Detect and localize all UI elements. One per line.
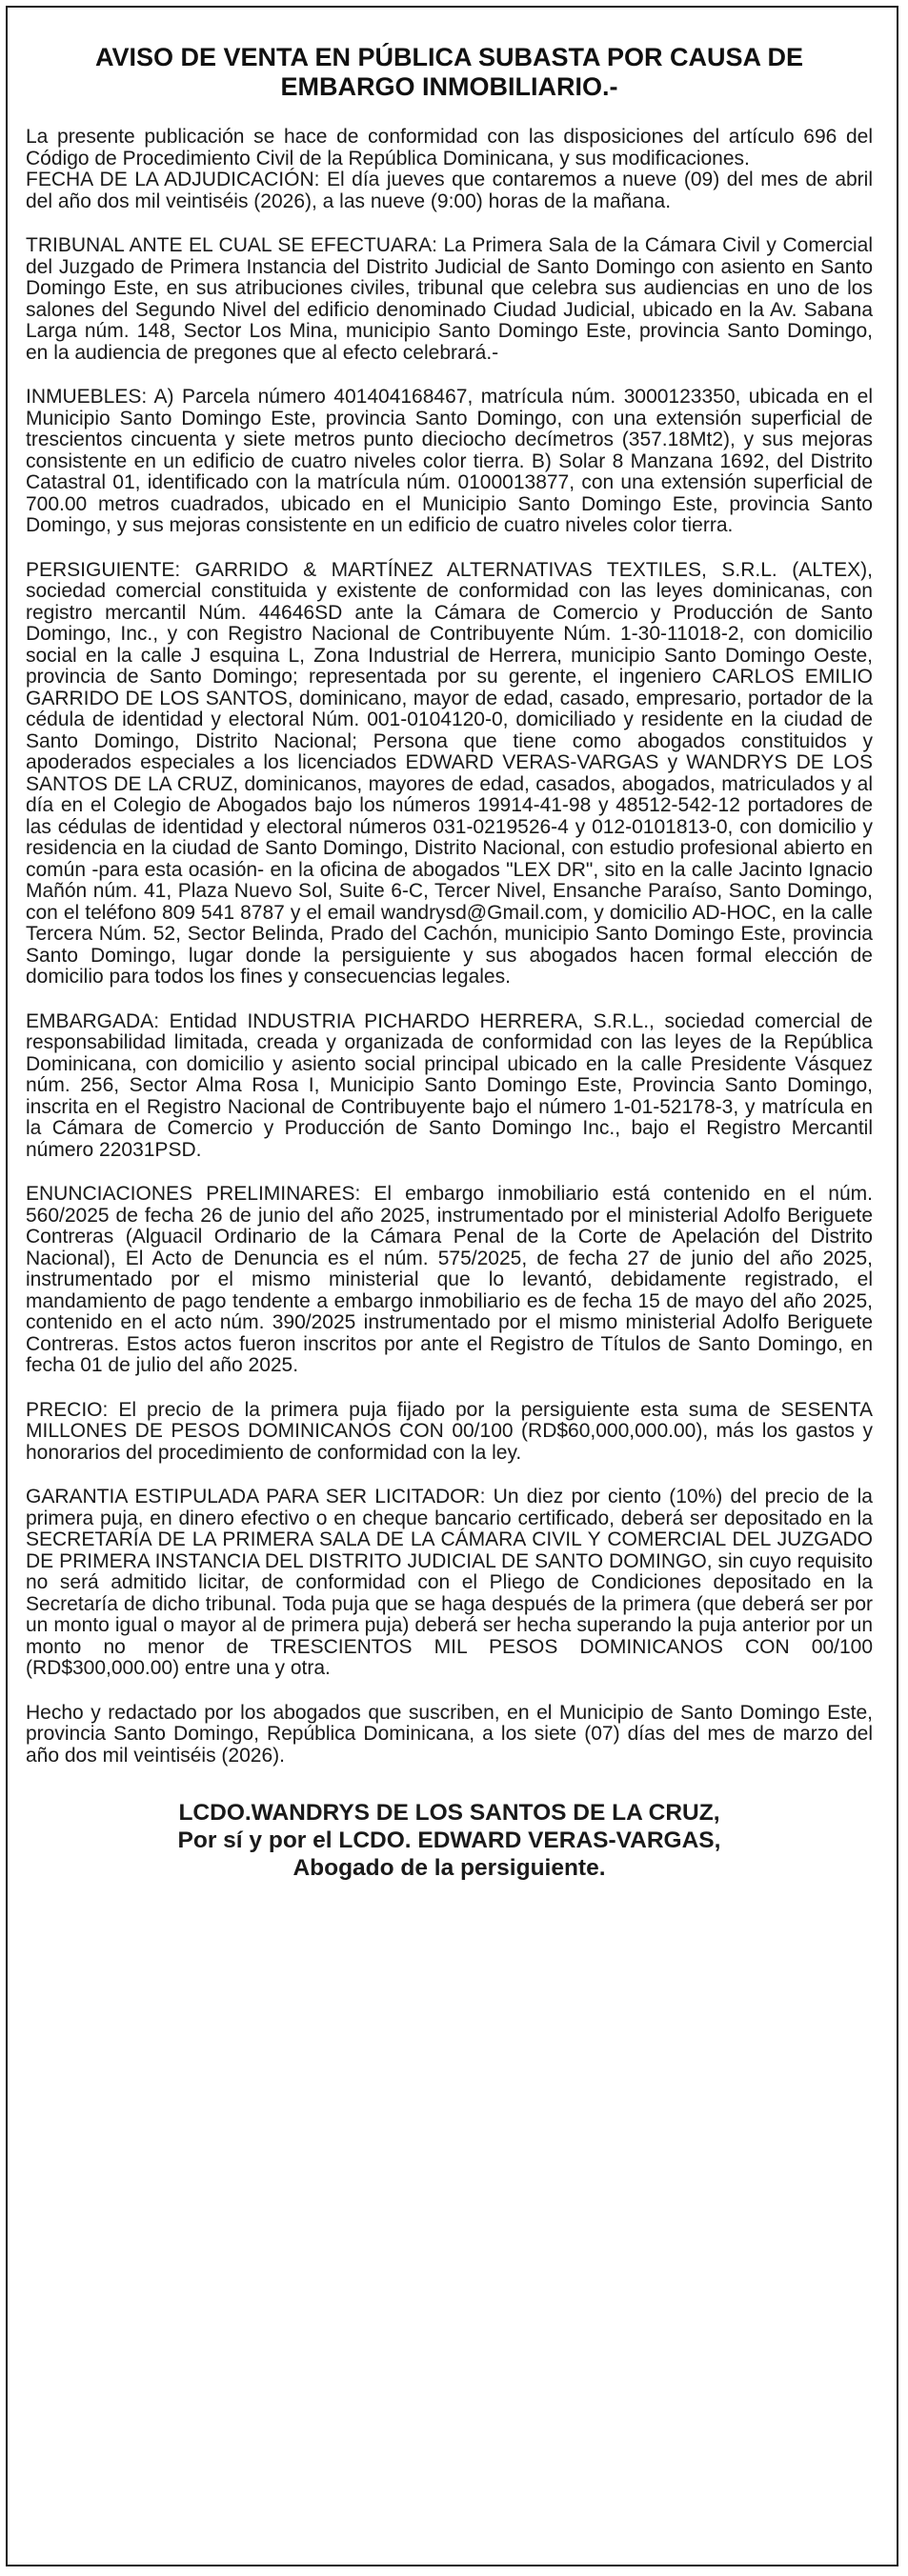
legal-notice [26,43,873,1882]
intro-paragraph: La presente publicación se hace de conformidad con las disposiciones del artículo 696 del Código de Procedimiento Civil de la República Dominicana, y sus modificaciones. [26,126,873,170]
pursuing-party-paragraph: PERSIGUIENTE: GARRIDO & MARTÍNEZ ALTERNATIVAS TEXTILES, S.R.L. (ALTEX), sociedad comercial constituida y existente de conformidad con las leyes dominicanas, con registro mercantil Núm. 44646SD ante la Cámara de Comercio y Producción de Santo Domingo, Inc., y con Registro Nacional de Contribuyente Núm. 1-30-11018-2, con domicilio social en la calle J esquina L, Zona Industrial de Herrera, municipio Santo Domingo Oeste, provincia de Santo Domingo; representada por su gerente, el ingeniero CARLOS EMILIO GARRIDO DE LOS SANTOS, dominicano, mayor de edad, casado, empresario, portador de la cédula de identidad y electoral Núm. 001-0104120-0, domiciliado y residente en la ciudad de Santo Domingo, Distrito Nacional; Persona que tiene como abogados constituidos y apoderados especiales a los licenciados EDWARD VERAS-VARGAS y WANDRYS DE LOS SANTOS DE LA CRUZ, dominicanos, mayores de edad, casados, abogados, matriculados y al día en el Colegio de Abogados bajo los números 19914-41-98 y 48512-542-12 portadores de las cédulas de identidad y electoral números 031-0219526-4 y 012-0101813-0, con domicilio y residencia en la ciudad de Santo Domingo, Distrito Nacional, con estudio profesional abierto en común -para esta ocasión- en la oficina de abogados "LEX DR", sito en la calle Jacinto Ignacio Mañón núm. 41, Plaza Nuevo Sol, Suite 6-C, Tercer Nivel, Ensanche Paraíso, Santo Domingo, con el teléfono 809 541 8787 y el email wandrysd@Gmail.com, y domicilio AD-HOC, en la calle Tercera Núm. 52, Sector Belinda, Prado del Cachón, municipio Santo Domingo Este, provincia Santo Domingo, lugar donde la persiguiente y sus abogados hacen formal elección de domicilio para todos los fines y consecuencias legales. [26,558,873,988]
adjudication-date-paragraph: FECHA DE LA ADJUDICACIÓN: El día jueves que contaremos a nueve (09) del mes de abril del año dos mil veintiséis (2026), a las nueve (9:00) horas de la mañana. [26,169,873,212]
guarantee-paragraph: GARANTIA ESTIPULADA PARA SER LICITADOR: Un diez por ciento (10%) del precio de la primera puja, en dinero efectivo o en cheque bancario certificado, deberá ser depositado en la SECRETARÍA DE LA PRIMERA SALA DE LA CÁMARA CIVIL Y COMERCIAL DEL JUZGADO DE PRIMERA INSTANCIA DEL DISTRITO JUDICIAL DE SANTO DOMINGO, sin cuyo requisito no será admitido licitar, de conformidad con el Pliego de Condiciones depositado en la Secretaría de dicho tribunal. Toda puja que se haga después de la primera (que deberá ser por un monto igual o mayor al de primera puja) deberá ser hecha superando la puja anterior por un monto no menor de TRESCIENTOS MIL PESOS DOMINICANOS CON 00/100 (RD$300,000.00) entre una y otra. [26,1486,873,1679]
closing-paragraph: Hecho y redactado por los abogados que suscriben, en el Municipio de Santo Domingo Este, provincia Santo Domingo, República Dominicana, a los siete (07) días del mes de marzo del año dos mil veintiséis (2026). [26,1701,873,1767]
signature-line-2: Por sí y por el LCDO. EDWARD VERAS-VARGAS, [177,1827,721,1853]
signature-line-3: Abogado de la persiguiente. [293,1855,606,1881]
signature-line-1: LCDO.WANDRYS DE LOS SANTOS DE LA CRUZ, [178,1800,720,1826]
properties-paragraph: INMUEBLES: A) Parcela número 401404168467, matrícula núm. 3000123350, ubicada en el Municipio Santo Domingo Este, provincia Santo Domingo, con una extensión superficial de trescientos cincuenta y siete metros punto dieciocho decímetros (357.18Mt2), y sus mejoras consistente en un edificio de cuatro niveles color tierra. B) Solar 8 Manzana 1692, del Distrito Catastral 01, identificado con la matrícula núm. 0100013877, con una extensión superficial de 700.00 metros cuadrados, ubicado en el Municipio Santo Domingo Este, provincia Santo Domingo, y sus mejoras consistente en un edificio de cuatro niveles color tierra. [26,386,873,536]
preliminary-statements-paragraph: ENUNCIACIONES PRELIMINARES: El embargo inmobiliario está contenido en el núm. 560/2025 de fecha 26 de junio del año 2025, instrumentado por el ministerial Adolfo Beriguete Contreras (Alguacil Ordinario de la Cámara Penal de la Corte de Apelación del Distrito Nacional), El Acto de Denuncia es el núm. 575/2025, de fecha 27 de junio del año 2025, instrumentado por el mismo ministerial que lo levantó, debidamente registrado, el mandamiento de pago tendente a embargo inmobiliario es de fecha 15 de mayo del año 2025, contenido en el acto núm. 390/2025 instrumentado por el mismo ministerial Adolfo Beriguete Contreras. Estos actos fueron inscritos por ante el Registro de Títulos de Santo Domingo, en fecha 01 de julio del año 2025. [26,1183,873,1376]
tribunal-paragraph: TRIBUNAL ANTE EL CUAL SE EFECTUARA: La Primera Sala de la Cámara Civil y Comercial del Juzgado de Primera Instancia del Distrito Judicial de Santo Domingo con asiento en Santo Domingo Este, en sus atribuciones civiles, tribunal que celebra sus audiencias en uno de los salones del Segundo Nivel del edificio denominado Ciudad Judicial, ubicado en la Av. Sabana Larga núm. 148, Sector Los Mina, municipio Santo Domingo Este, provincia Santo Domingo, en la audiencia de pregones que al efecto celebrará.- [26,234,873,364]
seized-party-paragraph: EMBARGADA: Entidad INDUSTRIA PICHARDO HERRERA, S.R.L., sociedad comercial de responsabilidad limitada, creada y organizada de conformidad con las leyes de la República Dominicana, con domicilio y asiento social principal ubicado en la calle Presidente Vásquez núm. 256, Sector Alma Rosa I, Municipio Santo Domingo Este, Provincia Santo Domingo, inscrita en el Registro Nacional de Contribuyente bajo el número 1-01-52178-3, y matrícula en la Cámara de Comercio y Producción de Santo Domingo Inc., bajo el Registro Mercantil número 22031PSD. [26,1009,873,1161]
price-paragraph: PRECIO: El precio de la primera puja fijado por la persiguiente esta suma de SESENTA MILLONES DE PESOS DOMINICANOS CON 00/100 (RD$60,000,000.00), más los gastos y honorarios del procedimiento de conformidad con la ley. [26,1398,873,1464]
signature-block [26,1799,873,1882]
notice-title: AVISO DE VENTA EN PÚBLICA SUBASTA POR CAUSA DE EMBARGO INMOBILIARIO.- [94,43,804,101]
